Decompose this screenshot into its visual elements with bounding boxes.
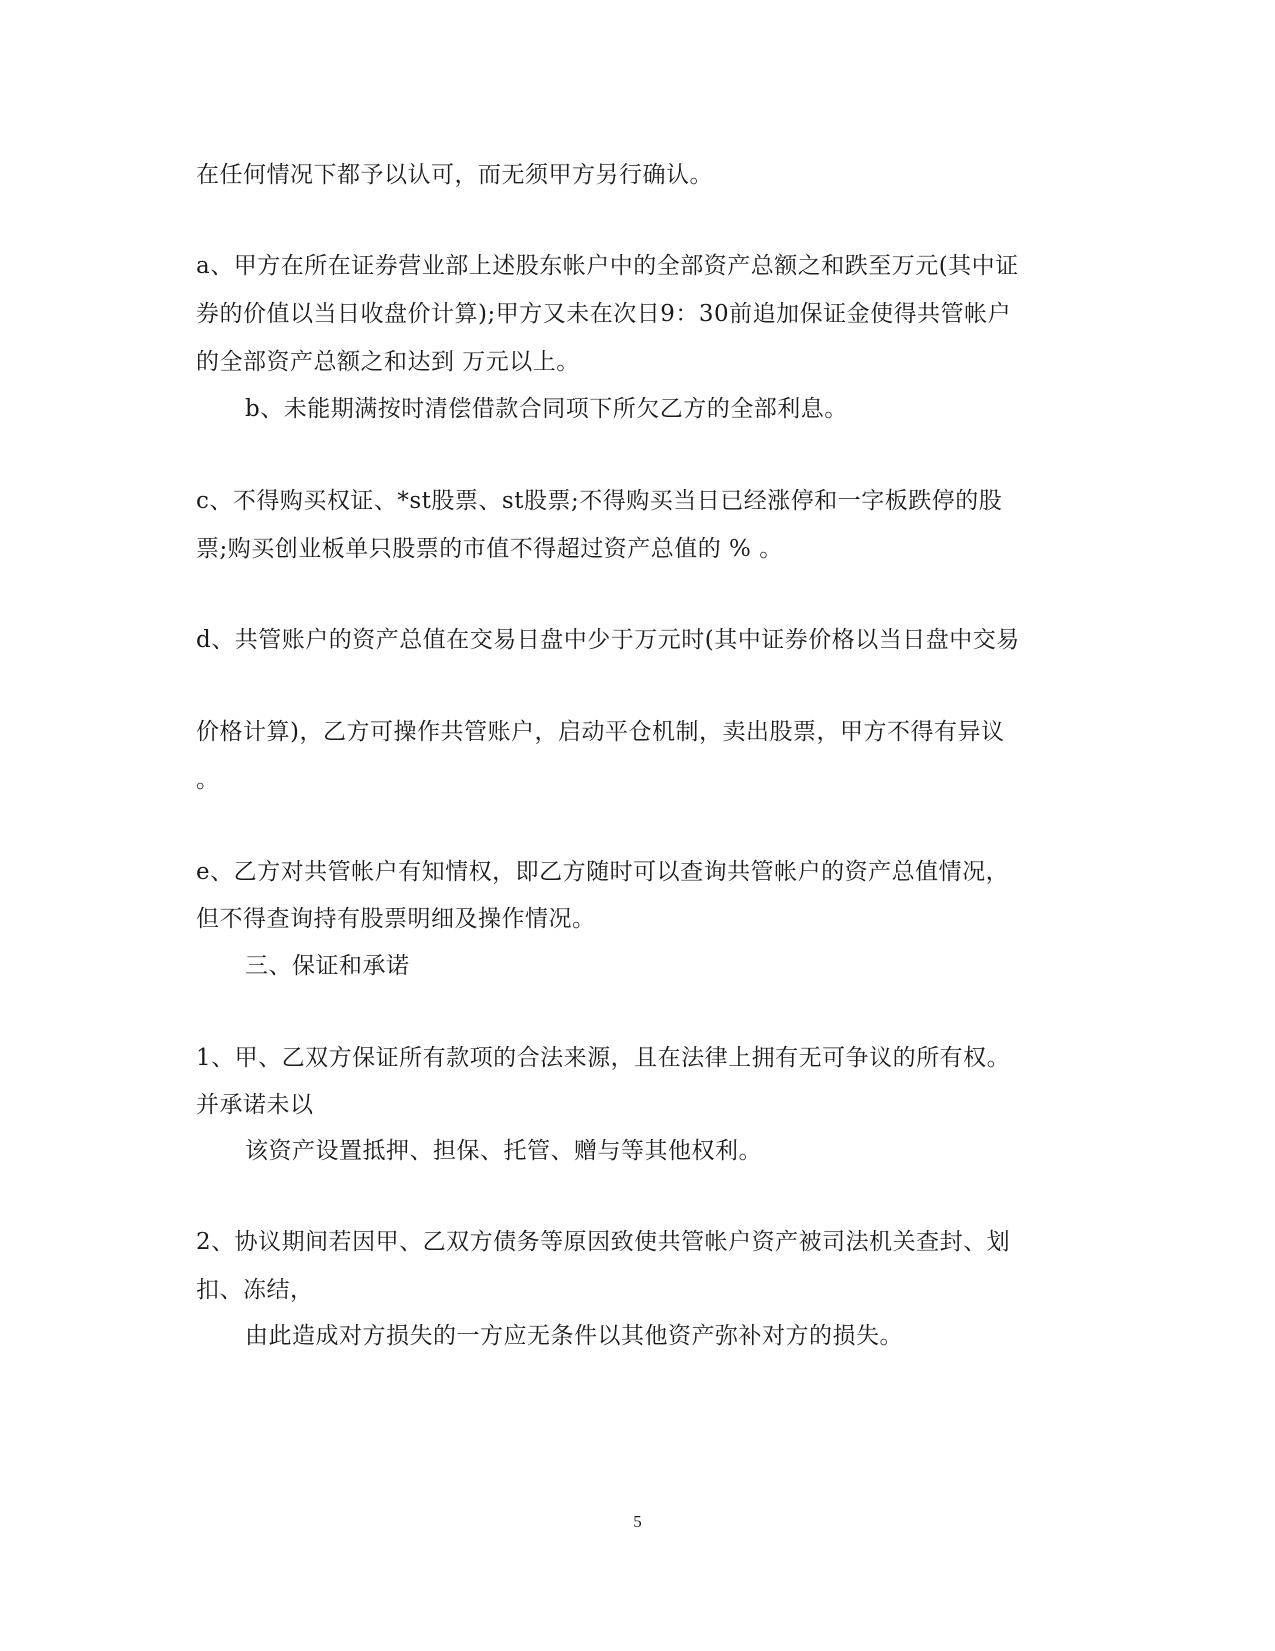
clause-d-line: 价格计算)，乙方可操作共管账户，启动平仓机制，卖出股票，甲方不得有异议	[196, 719, 1005, 745]
item-2-line: 由此造成对方损失的一方应无条件以其他资产弥补对方的损失。	[245, 1323, 903, 1349]
section-heading: 三、保证和承诺	[245, 953, 410, 979]
page-number: 5	[633, 1512, 642, 1531]
clause-a-line: 券的价值以当日收盘价计算);甲方又未在次日9：30前追加保证金使得共管帐户	[196, 301, 1012, 327]
clause-d-line: d、共管账户的资产总值在交易日盘中少于万元时(其中证券价格以当日盘中交易	[196, 627, 1020, 653]
paragraph-line: 在任何情况下都予以认可，而无须甲方另行确认。	[196, 162, 713, 188]
item-2-line: 2、协议期间若因甲、乙双方债务等原因致使共管帐户资产被司法机关查封、划	[196, 1229, 1011, 1255]
clause-a-line: a、甲方在所在证券营业部上述股东帐户中的全部资产总额之和跌至万元(其中证	[196, 253, 1019, 279]
clause-e-line: 但不得查询持有股票明细及操作情况。	[196, 906, 596, 932]
item-1-line: 1、甲、乙双方保证所有款项的合法来源，且在法律上拥有无可争议的所有权。	[196, 1045, 1011, 1071]
item-1-line: 该资产设置抵押、担保、托管、赠与等其他权利。	[245, 1138, 762, 1164]
clause-b-line: b、未能期满按时清偿借款合同项下所欠乙方的全部利息。	[245, 396, 848, 422]
clause-e-line: e、乙方对共管帐户有知情权，即乙方随时可以查询共管帐户的资产总值情况，	[196, 859, 1010, 885]
item-1-line: 并承诺未以	[196, 1092, 314, 1118]
item-2-line: 扣、冻结，	[196, 1277, 314, 1303]
clause-c-line: 票;购买创业板单只股票的市值不得超过资产总值的 % 。	[196, 536, 783, 562]
clause-a-line: 的全部资产总额之和达到 万元以上。	[196, 349, 580, 375]
clause-d-line: 。	[196, 767, 220, 793]
clause-c-line: c、不得购买权证、*st股票、st股票;不得购买当日已经涨停和一字板跌停的股	[196, 488, 1003, 514]
